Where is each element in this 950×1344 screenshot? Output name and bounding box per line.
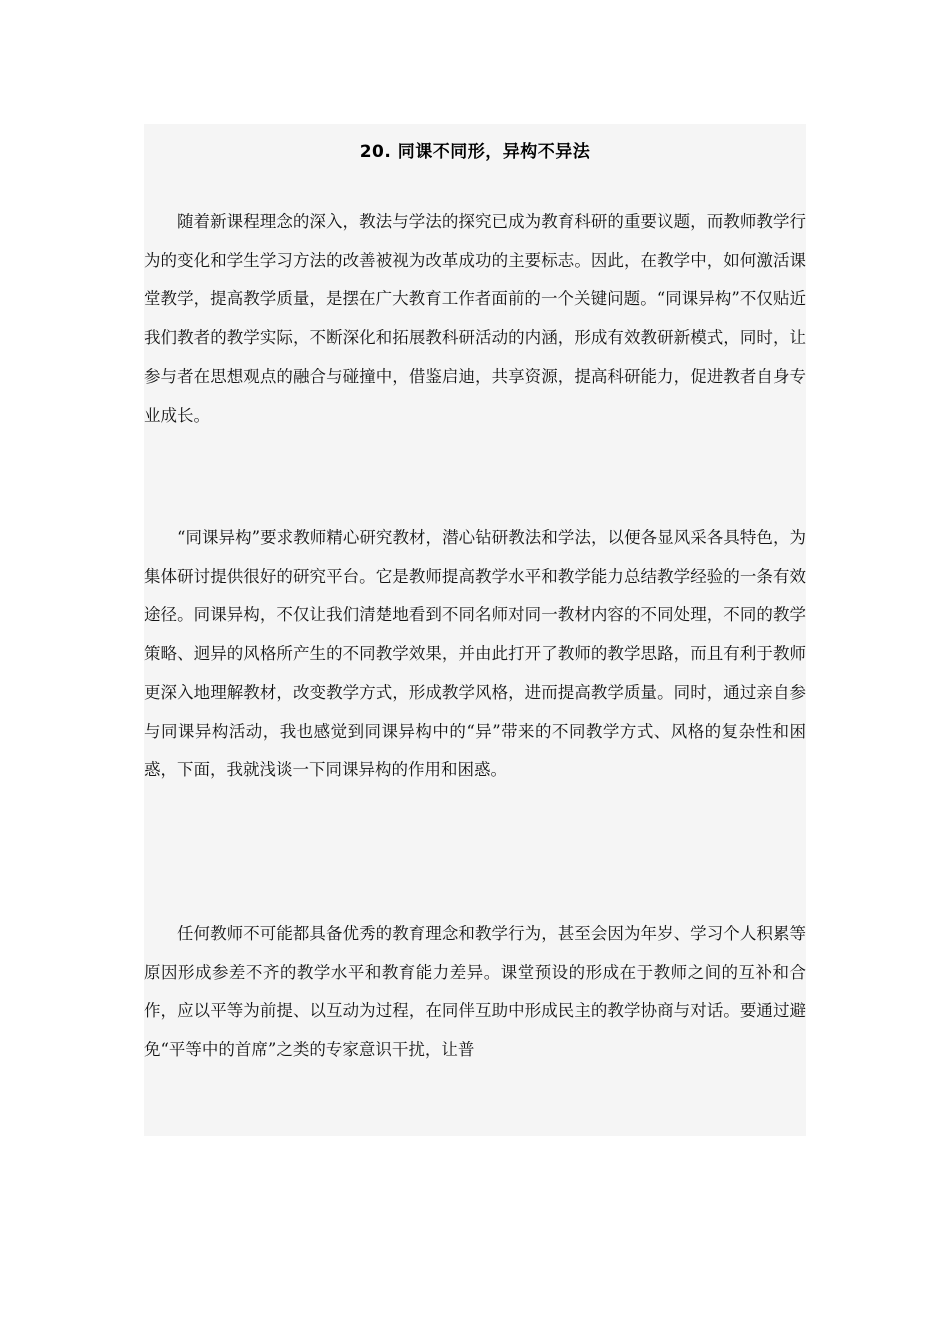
paragraph-3: 任何教师不可能都具备优秀的教育理念和教学行为，甚至会因为年岁、学习个人积累等原因形成参差不齐的教学水平和教育能力差异。课堂预设的形成在于教师之间的互补和合作，应以平等为前提、以互动为过程，在同伴互助中形成民主的教学协商与对话。要通过避免“平等中的首席”之类的专家意识干扰，让普	[144, 924, 806, 1060]
document-title: 20. 同课不同形，异构不异法	[359, 142, 591, 162]
paragraph-1: 随着新课程理念的深入，教法与学法的探究已成为教育科研的重要议题，而教师教学行为的变化和学生学习方法的改善被视为改革成功的主要标志。因此，在教学中，如何激活课堂教学，提高教学质量，是摆在广大教育工作者面前的一个关键问题。“同课异构”不仅贴近我们教者的教学实际，不断深化和拓展教科研活动的内涵，形成有效教研新模式，同时，让参与者在思想观点的融合与碰撞中，借鉴启迪，共享资源，提高科研能力，促进教者自身专业成长。	[144, 212, 806, 425]
paragraph-2: “同课异构”要求教师精心研究教材，潜心钻研教法和学法，以便各显风采各具特色，为集体研讨提供很好的研究平台。它是教师提高教学水平和教学能力总结教学经验的一条有效途径。同课异构，不仅让我们清楚地看到不同名师对同一教材内容的不同处理，不同的教学策略、迥异的风格所产生的不同教学效果，并由此打开了教师的教学思路，而且有利于教师更深入地理解教材，改变教学方式，形成教学风格，进而提高教学质量。同时，通过亲自参与同课异构活动，我也感觉到同课异构中的“异”带来的不同教学方式、风格的复杂性和困惑，下面，我就浅谈一下同课异构的作用和困惑。	[144, 528, 806, 780]
document-content	[144, 124, 806, 1136]
